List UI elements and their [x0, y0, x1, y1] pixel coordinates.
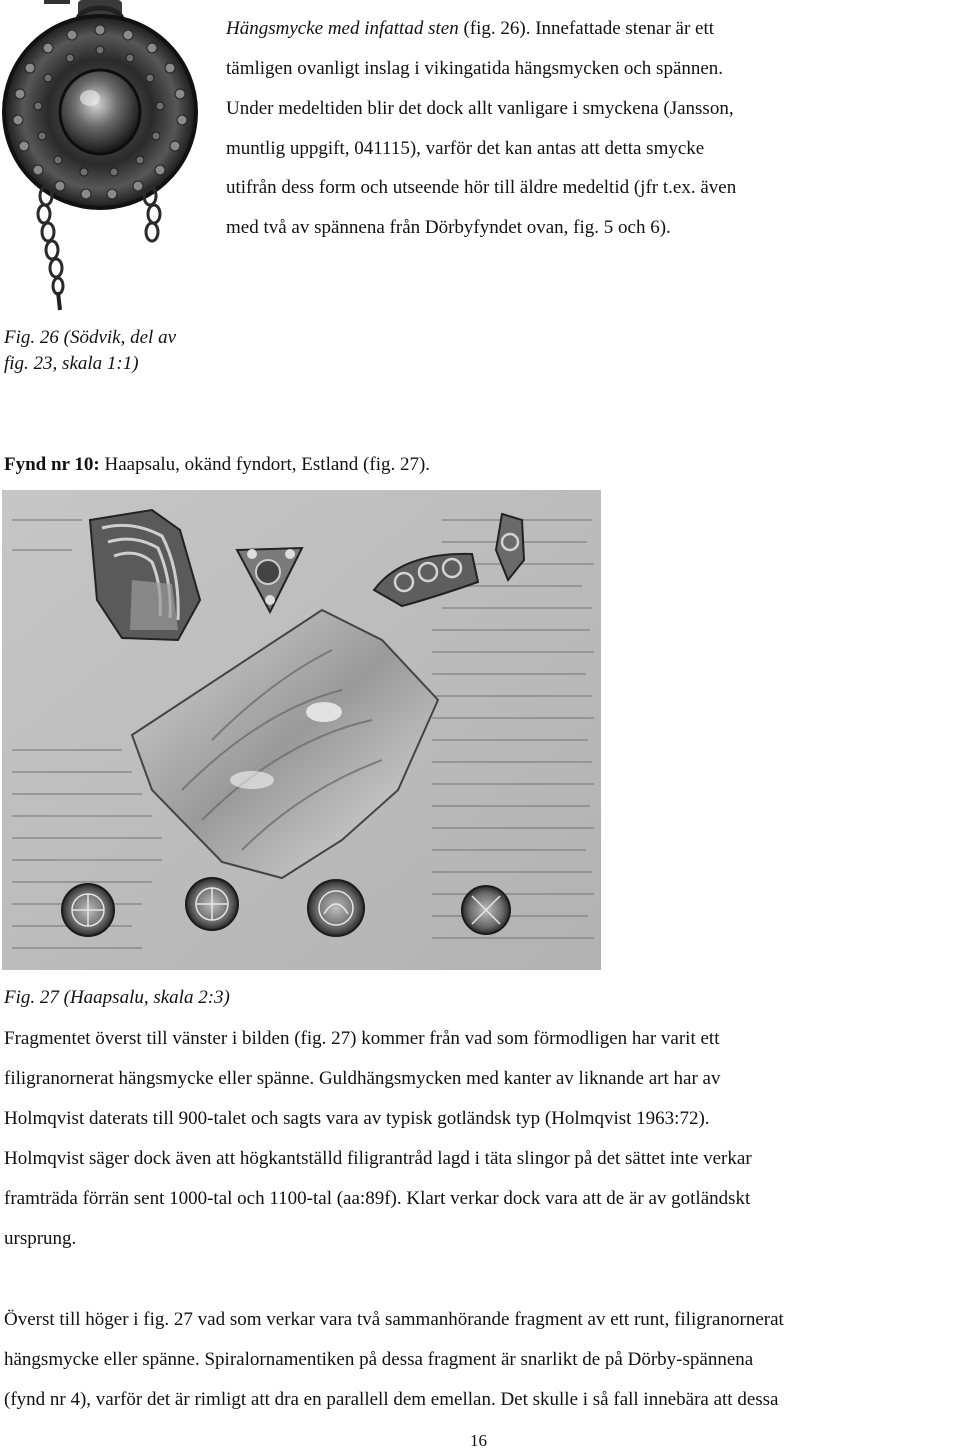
para2-line-1: Överst till höger i fig. 27 vad som verkar vara två sammanhörande fragment av ett runt, filigranornerat: [4, 1309, 784, 1330]
intro-line-3: Under medeltiden blir det dock allt vanligare i smyckena (Jansson,: [226, 98, 734, 119]
fig26-caption-line-2: fig. 23, skala 1:1): [4, 353, 139, 374]
find10-label: Fynd nr 10:: [4, 454, 100, 475]
para1-line-4: Holmqvist säger dock även att högkantställd filigrantråd lagd i täta slingor på det sättet inte verkar: [4, 1148, 752, 1169]
intro-line-6: med två av spännena från Dörbyfyndet ovan, fig. 5 och 6).: [226, 217, 671, 238]
intro-line-2: tämligen ovanligt inslag i vikingatida hängsmycken och spännen.: [226, 58, 724, 79]
intro-lead-italic: Hängsmycke med infattad sten: [226, 18, 459, 39]
para2-line-2: hängsmycke eller spänne. Spiralornamentiken på dessa fragment är snarlikt de på Dörby-spännena: [4, 1349, 754, 1370]
para1-line-2: filigranornerat hängsmycke eller spänne. Guldhängsmycken med kanter av liknande art har av: [4, 1068, 721, 1089]
fig27-caption: Fig. 27 (Haapsalu, skala 2:3): [4, 987, 230, 1008]
page-number: 16: [470, 1431, 487, 1450]
para1-line-1: Fragmentet överst till vänster i bilden (fig. 27) kommer från vad som förmodligen har varit ett: [4, 1028, 720, 1049]
para1-line-3: Holmqvist daterats till 900-talet och sagts vara av typisk gotländsk typ (Holmqvist 1963:72).: [4, 1108, 710, 1129]
intro-line-1: [226, 17, 714, 41]
intro-lead-rest: (fig. 26). Innefattade stenar är ett: [458, 18, 715, 39]
para1-line-6: ursprung.: [4, 1228, 77, 1249]
intro-line-5: utifrån dess form och utseende hör till äldre medeltid (jfr t.ex. även: [226, 177, 737, 198]
fig26-caption-line-1: Fig. 26 (Södvik, del av: [4, 327, 177, 348]
fig26-photo: [0, 0, 215, 318]
fig27-photo: [2, 490, 601, 970]
find10-text: Haapsalu, okänd fyndort, Estland (fig. 27).: [99, 454, 431, 475]
find10-heading: [4, 453, 430, 477]
intro-line-4: muntlig uppgift, 041115), varför det kan antas att detta smycke: [226, 138, 705, 159]
para1-line-5: framträda förrän sent 1000-tal och 1100-tal (aa:89f). Klart verkar dock vara att de är av gotländskt: [4, 1188, 751, 1209]
para2-line-3: (fynd nr 4), varför det är rimligt att dra en parallell dem emellan. Det skulle i så fall innebära att dessa: [4, 1389, 779, 1410]
